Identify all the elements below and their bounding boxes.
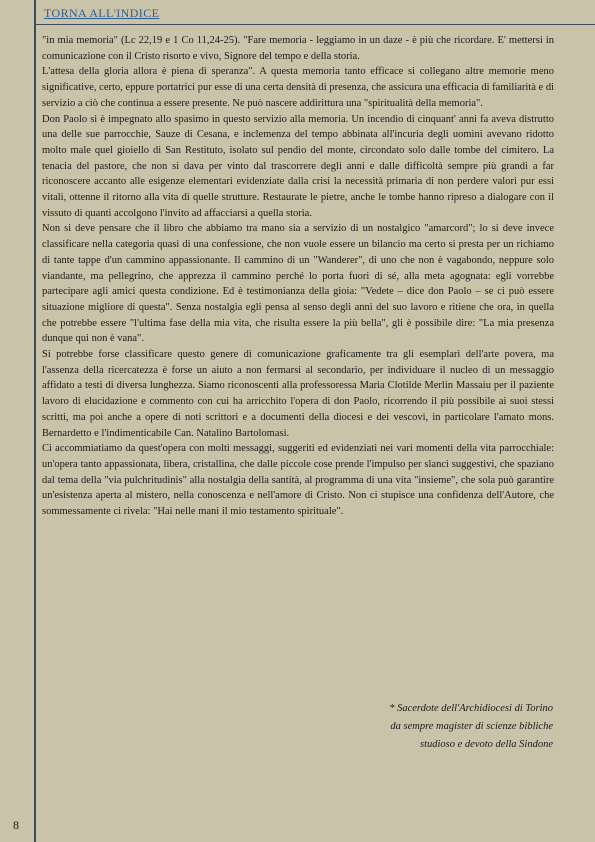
author-note-line: da sempre magister di scienze bibliche — [390, 721, 553, 732]
paragraph: Si potrebbe forse classificare questo genere di comunicazione graficamente tra gli esemplari dell'arte povera, ma l'assenza della ricercatezza è forse un aiuto a non fermarsi al secondario, per individuare il nucleo di un messaggio affidato a testi di diversa lunghezza. Siamo riconoscenti alla professoressa Maria Clotilde Merlin Massaiu per il paziente lavoro di elucidazione e commento con cui ha arricchito l'opera di don Paolo, ricorrendo il più possibile ai suoi stessi scritti, ma poi anche a opere di noti scrittori e a documenti della diocesi e dei vescovi, in particolare l'amato mons. Bernardetto e l'indimenticabile Can. Natalino Bartolomasi. — [42, 349, 554, 439]
header-rule — [36, 24, 595, 25]
author-note — [270, 700, 553, 754]
author-note-line: * Sacerdote dell'Archidiocesi di Torino — [389, 703, 553, 714]
paragraph: "in mia memoria" (Lc 22,19 e 1 Co 11,24-25). "Fare memoria - leggiamo in un daze - è più che ricordare. E' mettersi in comunicazione con il Cristo risorto e vivo, Signore del tempo e della storia. — [42, 35, 554, 62]
paragraph: Non si deve pensare che il libro che abbiamo tra mano sia a servizio di un nostalgico "amarcord"; lo si deve invece classificare nella categoria quasi di una confessione, che non vuole essere un bilancio ma certo si presta per un richiamo di tante tappe d'un cammino appassionante. Il cammino di un "Wanderer", di uno che non è vagabondo, neppure solo viandante, ma pellegrino, che apprezza il cammino perché lo porta fuori di sé, alla meta agognata: egli vorrebbe partecipare agli amici questa condizione. Ed è testimonianza della gioia: "Vedete – dice don Paolo – se ci può essere situazione migliore di questa". Senza nostalgia egli pensa al senso degli anni del suo lavoro e ritiene che ora, in quella che potrebbe essere "l'ultima fase della mia vita, che risulta essere la più bella", gli è possibile dire: "La mia presenza dunque qui non è vana". — [42, 223, 554, 345]
body-text — [42, 33, 554, 520]
page-number: 8 — [13, 818, 19, 832]
paragraph: L'attesa della gloria allora è piena di speranza". A questa memoria tanto efficace si collegano altre memorie meno significative, certo, eppure portatrici pur esse di una certa densità di presenza, che assicura una efficacia di familiarità e di servizio a ciò che continua a essere presente. Ne può nascere addirittura una "spiritualità della memoria". — [42, 66, 554, 109]
paragraph: Don Paolo si è impegnato allo spasimo in questo servizio alla memoria. Un incendio di cinquant' anni fa aveva distrutto una delle sue parrocchie, Sauze di Cesana, e inclemenza del tempo abbinata all'incuria degli uomini avevano ridotto molto male quel gioiello di San Restituto, isolato sul pendio del monte, circondato solo dalle tombe del cimitero. La tenacia del pastore, che non si dava per vinto dal trascorrere degli anni e dalle difficoltà sempre più grandi a far riconoscere accanto alle esigenze elementari evidenziate dalla crisi la necessità primaria di non perdere valori pur essi vitali, ottenne il ritorno alla vita di quelle strutture. Restaurate le pietre, anche le tombe hanno ripreso a dialogare con il vissuto di quanti accolgono l'invito ad affacciarsi a quella storia. — [42, 113, 554, 219]
back-to-index-link[interactable]: TORNA ALL'INDICE — [44, 6, 160, 20]
author-note-line: studioso e devoto della Sindone — [420, 739, 553, 750]
paragraph: Ci accommiatiamo da quest'opera con molti messaggi, suggeriti ed evidenziati nei vari momenti della vita parrocchiale: un'opera tanto appassionata, libera, cristallina, che dalle piccole cose prende l'impulso per slanci suggestivi, che spaziano dal tema della "via pulchritudinis" alla nostalgia della santità, al programma di una vita "insieme", che sola può garantire un'esistenza aperta al mistero, nella conoscenza e nell'amore di Cristo. Non ci stupisce una confidenza dell'Autore, che sommessamente ci rivela: "Hai nelle mani il mio testamento spirituale". — [42, 443, 554, 518]
left-margin-rule — [34, 0, 36, 842]
